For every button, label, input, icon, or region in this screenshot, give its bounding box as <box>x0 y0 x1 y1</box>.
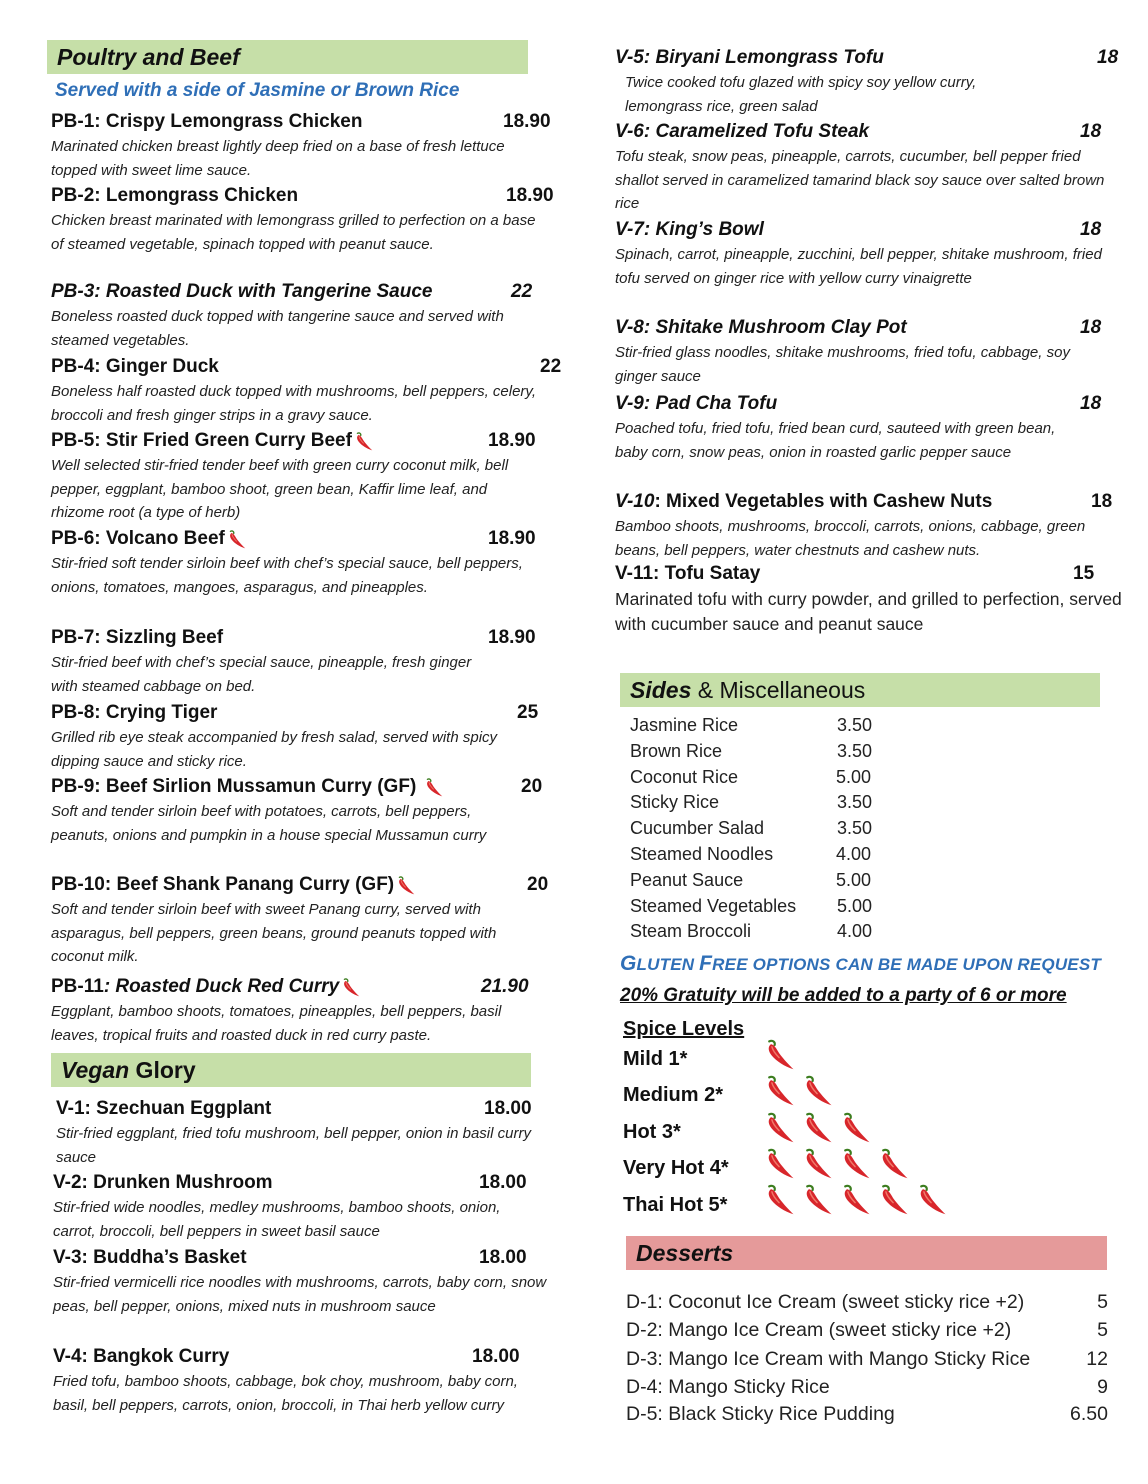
chili-pepper-icon <box>340 975 362 999</box>
poultry-title: Poultry and Beef <box>57 44 240 70</box>
side-price: 3.50 <box>837 792 873 813</box>
item-description: Marinated tofu with curry powder, and grilled to perfection, served with cucumber sauce and peanut sauce <box>615 589 1122 634</box>
dessert-price: 5 <box>1097 1319 1108 1341</box>
list-item <box>630 789 890 815</box>
item-description: Bamboo shoots, mushrooms, broccoli, carrots, onions, cabbage, green beans, bell peppers, water chestnuts and cashew nuts. <box>615 518 1086 559</box>
item-name: PB-5: Stir Fried Green Curry Beef <box>51 430 352 452</box>
menu-item <box>51 110 561 182</box>
side-name: Steam Broccoli <box>630 921 752 942</box>
gluten-f: F <box>699 952 713 975</box>
menu-item <box>615 218 1125 290</box>
side-name: Steamed Vegetables <box>630 895 797 916</box>
item-name: V-1: Szechuan Eggplant <box>56 1098 272 1119</box>
list-item <box>630 918 890 944</box>
dessert-name: D-5: Black Sticky Rice Pudding <box>626 1403 895 1425</box>
item-price: 18 <box>1080 121 1102 142</box>
side-price: 5.00 <box>837 895 873 916</box>
gratuity-note: 20% Gratuity will be added to a party of 6 or more <box>620 985 1067 1006</box>
list-item <box>630 712 890 738</box>
list-item <box>630 738 890 764</box>
chili-pepper-icon <box>800 1072 836 1108</box>
poultry-subtitle: Served with a side of Jasmine or Brown Rice <box>55 80 460 101</box>
menu-item <box>53 1171 563 1243</box>
chili-pepper-icon <box>762 1072 798 1108</box>
item-price: 18.00 <box>479 1247 527 1268</box>
spice-level-row <box>623 1117 681 1153</box>
item-description: Poached tofu, fried tofu, fried bean curd, sauteed with green bean, baby corn, snow peas, onion in roasted garlic pepper sauce <box>615 420 1056 461</box>
item-description: Stir-fried soft tender sirloin beef with chef’s special sauce, bell peppers, onions, tomatoes, mangoes, asparagus, and pineapples. <box>51 555 523 596</box>
menu-item <box>615 46 1125 118</box>
item-price: 20 <box>527 874 549 895</box>
side-name: Steamed Noodles <box>630 843 774 864</box>
desserts-section-header <box>626 1236 1107 1270</box>
item-price: 18.90 <box>488 430 536 451</box>
item-description: Tofu steak, snow peas, pineapple, carrots, cucumber, bell pepper fried shallot served in caramelized tamarind black soy sauce over salted brown rice <box>615 148 1105 212</box>
item-price: 18.90 <box>503 111 551 132</box>
chili-pepper-icon <box>226 527 248 551</box>
item-description: Stir-fried wide noodles, medley mushrooms, bamboo shoots, onion, carrot, broccoli, bell peppers in sweet basil sauce <box>53 1199 501 1240</box>
side-name: Sticky Rice <box>630 792 720 813</box>
item-code: PB-11 <box>51 976 104 998</box>
chili-pepper-icon <box>914 1181 950 1217</box>
side-price: 4.00 <box>836 843 872 864</box>
spice-level-row <box>623 1190 727 1226</box>
item-name: V-4: Bangkok Curry <box>53 1346 230 1367</box>
item-price: 22 <box>511 281 533 302</box>
item-name: V-8: Shitake Mushroom Clay Pot <box>615 317 907 338</box>
poultry-section-header <box>47 40 528 74</box>
chili-pepper-icon <box>423 775 445 799</box>
sides-title-em: Sides <box>630 677 692 703</box>
item-price: 18.90 <box>506 185 554 206</box>
dessert-item <box>626 1400 1108 1428</box>
side-price: 5.00 <box>836 766 872 787</box>
dessert-price: 5 <box>1097 1291 1108 1313</box>
dessert-item <box>626 1316 1108 1344</box>
chili-pepper-icon <box>876 1145 912 1181</box>
item-description: Soft and tender sirloin beef with sweet Panang curry, served with asparagus, bell peppers, green beans, ground peanuts topped with coconut milk. <box>51 901 497 965</box>
item-name: PB-7: Sizzling Beef <box>51 627 224 648</box>
list-item <box>630 867 890 893</box>
item-description: Boneless half roasted duck topped with mushrooms, bell peppers, celery, broccoli and fresh ginger strips in a gravy sauce. <box>51 383 536 424</box>
sides-section-header <box>620 673 1100 707</box>
menu-item <box>615 120 1125 216</box>
item-name: V-7: King’s Bowl <box>615 219 764 240</box>
item-description: Stir-fried vermicelli rice noodles with mushrooms, carrots, baby corn, snow peas, bell pepper, onions, mixed nuts in mushroom sauce <box>53 1274 547 1315</box>
item-price: 20 <box>521 776 543 797</box>
item-description: Well selected stir-fried tender beef with green curry coconut milk, bell pepper, eggplant, bamboo shoot, green bean, Kaffir lime leaf, and rhizome root (a type of herb) <box>51 457 509 521</box>
spice-level-label: Very Hot 4* <box>623 1157 729 1179</box>
spice-level-label: Medium 2* <box>623 1084 724 1106</box>
menu-item <box>53 1246 563 1318</box>
item-description: Grilled rib eye steak accompanied by fresh salad, served with spicy dipping sauce and sticky rice. <box>51 729 498 770</box>
side-name: Peanut Sauce <box>630 869 744 890</box>
chili-pepper-icon <box>353 429 375 453</box>
list-item <box>630 764 890 790</box>
item-description: Stir-fried glass noodles, shitake mushrooms, fried tofu, cabbage, soy ginger sauce <box>615 344 1070 385</box>
side-name: Jasmine Rice <box>630 715 739 735</box>
item-description: Marinated chicken breast lightly deep fried on a base of fresh lettuce topped with sweet lime sauce. <box>51 138 505 179</box>
spice-level-label: Hot 3* <box>623 1121 681 1143</box>
menu-item <box>51 184 561 256</box>
dessert-name: D-3: Mango Ice Cream with Mango Sticky Rice <box>626 1348 1031 1370</box>
spice-level-row <box>623 1080 723 1116</box>
dessert-item <box>626 1345 1108 1373</box>
side-name: Brown Rice <box>630 740 723 761</box>
menu-item <box>51 429 561 525</box>
chili-pepper-icon <box>800 1181 836 1217</box>
dessert-item <box>626 1373 1108 1401</box>
item-price: 25 <box>517 702 539 723</box>
vegan-title-em: Vegan <box>61 1057 130 1083</box>
item-description: Stir-fried eggplant, fried tofu mushroom, bell pepper, onion in basil curry sauce <box>56 1125 531 1166</box>
dessert-price: 6.50 <box>1070 1403 1108 1425</box>
sides-list <box>630 712 890 944</box>
spice-peppers <box>762 1109 876 1145</box>
item-name: V-6: Caramelized Tofu Steak <box>615 121 870 142</box>
desserts-title: Desserts <box>636 1240 734 1266</box>
spice-level-row <box>623 1044 687 1080</box>
spice-level-label: Thai Hot 5* <box>623 1194 728 1216</box>
menu-item <box>615 562 1135 637</box>
item-price: 18.00 <box>472 1346 520 1367</box>
side-name: Cucumber Salad <box>630 818 765 839</box>
item-price: 18 <box>1080 219 1102 240</box>
item-price: 15 <box>1073 563 1095 584</box>
side-price: 4.00 <box>837 921 873 942</box>
item-description: Chicken breast marinated with lemongrass grilled to perfection on a base of steamed vegetable, spinach topped with peanut sauce. <box>51 212 536 253</box>
item-description: Soft and tender sirloin beef with potatoes, carrots, bell peppers, peanuts, onions and pumpkin in a house special Mussamun curry <box>51 803 487 844</box>
list-item <box>630 841 890 867</box>
menu-item <box>615 316 1125 388</box>
item-name: V-9: Pad Cha Tofu <box>615 393 778 414</box>
spice-peppers <box>762 1145 914 1181</box>
chili-pepper-icon <box>800 1145 836 1181</box>
item-price: 18 <box>1080 317 1102 338</box>
chili-pepper-icon <box>800 1109 836 1145</box>
item-description: Eggplant, bamboo shoots, tomatoes, pineapples, bell peppers, basil leaves, tropical fruits and roasted duck in red curry paste. <box>51 1003 502 1044</box>
item-price: 18.00 <box>484 1098 532 1119</box>
item-name: V-11: Tofu Satay <box>615 563 761 584</box>
item-description: Spinach, carrot, pineapple, zucchini, bell pepper, shitake mushroom, fried tofu served on ginger rice with yellow curry vinaigrette <box>615 246 1102 287</box>
item-price: 18.90 <box>488 627 536 648</box>
side-price: 3.50 <box>837 740 873 761</box>
menu-item <box>51 975 561 1047</box>
spice-peppers <box>762 1072 838 1108</box>
spice-level-label: Mild 1* <box>623 1048 688 1070</box>
gluten-luten: LUTEN <box>636 955 700 974</box>
item-price: 18 <box>1097 47 1119 68</box>
chili-pepper-icon <box>876 1181 912 1217</box>
spice-peppers <box>762 1036 800 1072</box>
item-description: Twice cooked tofu glazed with spicy soy yellow curry, lemongrass rice, green salad <box>625 74 977 115</box>
item-price: 18 <box>1091 491 1113 512</box>
menu-item <box>51 626 561 698</box>
spice-peppers <box>762 1181 952 1217</box>
list-item <box>630 815 890 841</box>
menu-item <box>51 355 566 427</box>
menu-item <box>51 775 561 847</box>
gluten-g: G <box>620 952 637 975</box>
chili-pepper-icon <box>762 1109 798 1145</box>
item-name: V-5: Biryani Lemongrass Tofu <box>615 47 884 68</box>
item-name: PB-6: Volcano Beef <box>51 528 225 550</box>
item-description: Stir-fried beef with chef’s special sauce, pineapple, fresh ginger with steamed cabbage on bed. <box>51 654 472 695</box>
menu-item <box>615 490 1125 562</box>
item-name: V-3: Buddha’s Basket <box>53 1247 247 1268</box>
menu-item <box>51 280 561 352</box>
item-description: Fried tofu, bamboo shoots, cabbage, bok choy, mushroom, baby corn, basil, bell peppers, carrots, onion, broccoli, in Thai herb yellow curry <box>53 1373 518 1414</box>
spice-levels-title: Spice Levels <box>623 1018 745 1040</box>
dessert-name: D-2: Mango Ice Cream (sweet sticky rice +2) <box>626 1319 1012 1341</box>
item-name: : Roasted Duck Red Curry <box>103 976 340 998</box>
item-price: 22 <box>540 356 562 377</box>
item-name: PB-4: Ginger Duck <box>51 356 219 377</box>
item-name: PB-2: Lemongrass Chicken <box>51 185 299 206</box>
side-price: 5.00 <box>836 869 872 890</box>
item-name: : Mixed Vegetables with Cashew Nuts <box>654 491 993 512</box>
dessert-price: 9 <box>1097 1376 1108 1398</box>
item-price: 18.90 <box>488 528 536 549</box>
item-name: PB-1: Crispy Lemongrass Chicken <box>51 111 363 132</box>
menu-item <box>51 701 561 773</box>
dessert-name: D-4: Mango Sticky Rice <box>626 1376 830 1398</box>
chili-pepper-icon <box>762 1145 798 1181</box>
chili-pepper-icon <box>762 1036 798 1072</box>
list-item <box>630 893 890 919</box>
item-price: 18.00 <box>479 1172 527 1193</box>
spice-level-row <box>623 1153 729 1189</box>
menu-item <box>51 873 561 969</box>
item-code: V-10 <box>615 491 655 512</box>
chili-pepper-icon <box>838 1145 874 1181</box>
vegan-title: Glory <box>129 1057 196 1083</box>
item-name: V-2: Drunken Mushroom <box>53 1172 273 1193</box>
chili-pepper-icon <box>395 873 417 897</box>
item-name: PB-8: Crying Tiger <box>51 702 218 723</box>
item-name: PB-3: Roasted Duck with Tangerine Sauce <box>51 281 433 302</box>
menu-item <box>56 1097 566 1169</box>
side-price: 3.50 <box>837 818 873 839</box>
item-name: PB-10: Beef Shank Panang Curry (GF) <box>51 874 395 896</box>
item-price: 18 <box>1080 393 1102 414</box>
item-description: Boneless roasted duck topped with tangerine sauce and served with steamed vegetables. <box>51 308 504 349</box>
item-price: 21.90 <box>481 976 529 997</box>
side-name: Coconut Rice <box>630 766 739 787</box>
gluten-rest: REE OPTIONS CAN BE MADE UPON REQUEST <box>712 955 1101 974</box>
menu-item <box>51 527 561 599</box>
vegan-section-header <box>51 1053 531 1087</box>
item-name: PB-9: Beef Sirlion Mussamun Curry (GF) <box>51 776 417 798</box>
dessert-item <box>626 1288 1108 1316</box>
chili-pepper-icon <box>838 1181 874 1217</box>
sides-title: & Miscellaneous <box>691 677 866 703</box>
dessert-name: D-1: Coconut Ice Cream (sweet sticky rice +2) <box>626 1291 1025 1313</box>
chili-pepper-icon <box>762 1181 798 1217</box>
side-price: 3.50 <box>837 715 873 735</box>
menu-item <box>53 1345 563 1417</box>
menu-item <box>615 392 1125 464</box>
gluten-free-note <box>620 952 1101 976</box>
chili-pepper-icon <box>838 1109 874 1145</box>
dessert-price: 12 <box>1086 1348 1108 1370</box>
